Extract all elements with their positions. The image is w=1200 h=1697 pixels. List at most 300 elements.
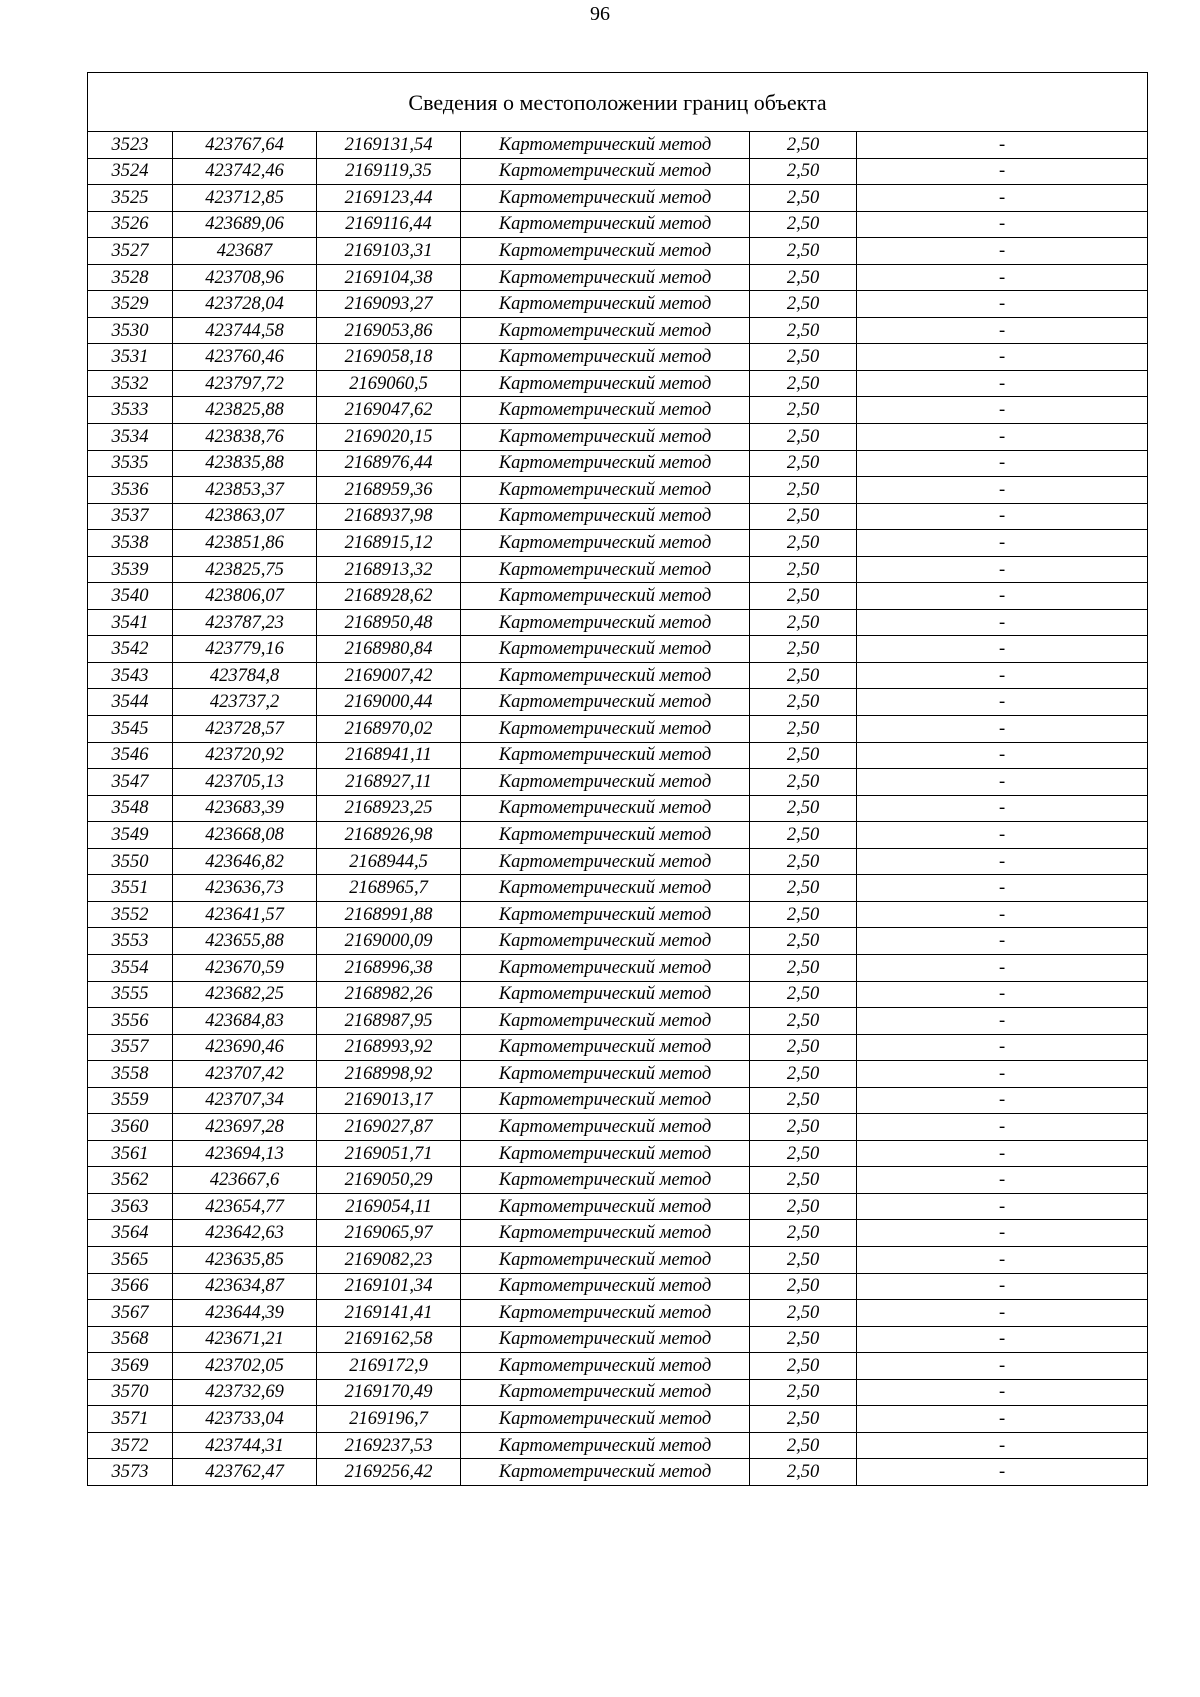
method-cell: Картометрический метод xyxy=(461,609,750,636)
method-cell: Картометрический метод xyxy=(461,636,750,663)
method-cell: Картометрический метод xyxy=(461,1406,750,1433)
table-row xyxy=(88,291,1148,318)
method-cell: Картометрический метод xyxy=(461,530,750,557)
table-row xyxy=(88,317,1148,344)
method-cell: Картометрический метод xyxy=(461,158,750,185)
method-cell: Картометрический метод xyxy=(461,1273,750,1300)
accuracy-cell: 2,50 xyxy=(750,185,857,212)
description-cell: - xyxy=(857,1034,1148,1061)
x-coordinate-cell: 423797,72 xyxy=(173,370,317,397)
accuracy-cell: 2,50 xyxy=(750,1246,857,1273)
y-coordinate-cell: 2168965,7 xyxy=(317,875,461,902)
description-cell: - xyxy=(857,158,1148,185)
description-cell: - xyxy=(857,1459,1148,1486)
table-row xyxy=(88,344,1148,371)
table-row xyxy=(88,132,1148,159)
method-cell: Картометрический метод xyxy=(461,583,750,610)
y-coordinate-cell: 2168996,38 xyxy=(317,954,461,981)
x-coordinate-cell: 423707,34 xyxy=(173,1087,317,1114)
table-row xyxy=(88,1406,1148,1433)
method-cell: Картометрический метод xyxy=(461,264,750,291)
table-row xyxy=(88,1140,1148,1167)
point-number-cell: 3554 xyxy=(88,954,173,981)
description-cell: - xyxy=(857,716,1148,743)
x-coordinate-cell: 423737,2 xyxy=(173,689,317,716)
table-row xyxy=(88,158,1148,185)
method-cell: Картометрический метод xyxy=(461,875,750,902)
accuracy-cell: 2,50 xyxy=(750,317,857,344)
description-cell: - xyxy=(857,742,1148,769)
accuracy-cell: 2,50 xyxy=(750,1220,857,1247)
description-cell: - xyxy=(857,397,1148,424)
x-coordinate-cell: 423732,69 xyxy=(173,1379,317,1406)
method-cell: Картометрический метод xyxy=(461,1246,750,1273)
x-coordinate-cell: 423712,85 xyxy=(173,185,317,212)
x-coordinate-cell: 423687 xyxy=(173,238,317,265)
x-coordinate-cell: 423655,88 xyxy=(173,928,317,955)
description-cell: - xyxy=(857,132,1148,159)
accuracy-cell: 2,50 xyxy=(750,1273,857,1300)
description-cell: - xyxy=(857,424,1148,451)
y-coordinate-cell: 2169060,5 xyxy=(317,370,461,397)
table-row xyxy=(88,795,1148,822)
table-row xyxy=(88,1087,1148,1114)
method-cell: Картометрический метод xyxy=(461,1432,750,1459)
x-coordinate-cell: 423708,96 xyxy=(173,264,317,291)
x-coordinate-cell: 423835,88 xyxy=(173,450,317,477)
x-coordinate-cell: 423720,92 xyxy=(173,742,317,769)
description-cell: - xyxy=(857,211,1148,238)
point-number-cell: 3523 xyxy=(88,132,173,159)
x-coordinate-cell: 423684,83 xyxy=(173,1008,317,1035)
y-coordinate-cell: 2169131,54 xyxy=(317,132,461,159)
accuracy-cell: 2,50 xyxy=(750,424,857,451)
description-cell: - xyxy=(857,1379,1148,1406)
x-coordinate-cell: 423644,39 xyxy=(173,1300,317,1327)
accuracy-cell: 2,50 xyxy=(750,981,857,1008)
accuracy-cell: 2,50 xyxy=(750,689,857,716)
accuracy-cell: 2,50 xyxy=(750,928,857,955)
accuracy-cell: 2,50 xyxy=(750,954,857,981)
y-coordinate-cell: 2169170,49 xyxy=(317,1379,461,1406)
accuracy-cell: 2,50 xyxy=(750,1406,857,1433)
y-coordinate-cell: 2168993,92 xyxy=(317,1034,461,1061)
point-number-cell: 3546 xyxy=(88,742,173,769)
accuracy-cell: 2,50 xyxy=(750,742,857,769)
x-coordinate-cell: 423670,59 xyxy=(173,954,317,981)
table-row xyxy=(88,901,1148,928)
point-number-cell: 3569 xyxy=(88,1353,173,1380)
method-cell: Картометрический метод xyxy=(461,185,750,212)
accuracy-cell: 2,50 xyxy=(750,370,857,397)
y-coordinate-cell: 2169058,18 xyxy=(317,344,461,371)
description-cell: - xyxy=(857,689,1148,716)
method-cell: Картометрический метод xyxy=(461,1034,750,1061)
method-cell: Картометрический метод xyxy=(461,1193,750,1220)
accuracy-cell: 2,50 xyxy=(750,344,857,371)
accuracy-cell: 2,50 xyxy=(750,795,857,822)
accuracy-cell: 2,50 xyxy=(750,1061,857,1088)
method-cell: Картометрический метод xyxy=(461,503,750,530)
method-cell: Картометрический метод xyxy=(461,291,750,318)
point-number-cell: 3527 xyxy=(88,238,173,265)
point-number-cell: 3564 xyxy=(88,1220,173,1247)
table-row xyxy=(88,1220,1148,1247)
table-row xyxy=(88,424,1148,451)
x-coordinate-cell: 423642,63 xyxy=(173,1220,317,1247)
point-number-cell: 3530 xyxy=(88,317,173,344)
y-coordinate-cell: 2169007,42 xyxy=(317,662,461,689)
x-coordinate-cell: 423654,77 xyxy=(173,1193,317,1220)
description-cell: - xyxy=(857,769,1148,796)
method-cell: Картометрический метод xyxy=(461,928,750,955)
x-coordinate-cell: 423646,82 xyxy=(173,848,317,875)
x-coordinate-cell: 423762,47 xyxy=(173,1459,317,1486)
description-cell: - xyxy=(857,1353,1148,1380)
accuracy-cell: 2,50 xyxy=(750,1432,857,1459)
table-row xyxy=(88,264,1148,291)
method-cell: Картометрический метод xyxy=(461,1114,750,1141)
accuracy-cell: 2,50 xyxy=(750,848,857,875)
table-row xyxy=(88,397,1148,424)
point-number-cell: 3537 xyxy=(88,503,173,530)
y-coordinate-cell: 2169082,23 xyxy=(317,1246,461,1273)
x-coordinate-cell: 423728,04 xyxy=(173,291,317,318)
point-number-cell: 3556 xyxy=(88,1008,173,1035)
description-cell: - xyxy=(857,848,1148,875)
y-coordinate-cell: 2169053,86 xyxy=(317,317,461,344)
x-coordinate-cell: 423690,46 xyxy=(173,1034,317,1061)
table-row xyxy=(88,1432,1148,1459)
table-row xyxy=(88,185,1148,212)
method-cell: Картометрический метод xyxy=(461,1008,750,1035)
y-coordinate-cell: 2169141,41 xyxy=(317,1300,461,1327)
description-cell: - xyxy=(857,1273,1148,1300)
method-cell: Картометрический метод xyxy=(461,238,750,265)
description-cell: - xyxy=(857,344,1148,371)
description-cell: - xyxy=(857,477,1148,504)
y-coordinate-cell: 2169119,35 xyxy=(317,158,461,185)
y-coordinate-cell: 2168998,92 xyxy=(317,1061,461,1088)
x-coordinate-cell: 423728,57 xyxy=(173,716,317,743)
y-coordinate-cell: 2169104,38 xyxy=(317,264,461,291)
x-coordinate-cell: 423825,88 xyxy=(173,397,317,424)
method-cell: Картометрический метод xyxy=(461,901,750,928)
point-number-cell: 3565 xyxy=(88,1246,173,1273)
description-cell: - xyxy=(857,370,1148,397)
table-row xyxy=(88,689,1148,716)
y-coordinate-cell: 2169051,71 xyxy=(317,1140,461,1167)
y-coordinate-cell: 2168927,11 xyxy=(317,769,461,796)
accuracy-cell: 2,50 xyxy=(750,477,857,504)
y-coordinate-cell: 2169065,97 xyxy=(317,1220,461,1247)
x-coordinate-cell: 423806,07 xyxy=(173,583,317,610)
method-cell: Картометрический метод xyxy=(461,1087,750,1114)
table-row xyxy=(88,1061,1148,1088)
method-cell: Картометрический метод xyxy=(461,848,750,875)
description-cell: - xyxy=(857,609,1148,636)
method-cell: Картометрический метод xyxy=(461,477,750,504)
y-coordinate-cell: 2168950,48 xyxy=(317,609,461,636)
description-cell: - xyxy=(857,1432,1148,1459)
description-cell: - xyxy=(857,1087,1148,1114)
accuracy-cell: 2,50 xyxy=(750,875,857,902)
method-cell: Картометрический метод xyxy=(461,556,750,583)
table-row xyxy=(88,556,1148,583)
accuracy-cell: 2,50 xyxy=(750,450,857,477)
point-number-cell: 3552 xyxy=(88,901,173,928)
point-number-cell: 3559 xyxy=(88,1087,173,1114)
accuracy-cell: 2,50 xyxy=(750,530,857,557)
x-coordinate-cell: 423733,04 xyxy=(173,1406,317,1433)
description-cell: - xyxy=(857,662,1148,689)
point-number-cell: 3528 xyxy=(88,264,173,291)
y-coordinate-cell: 2168937,98 xyxy=(317,503,461,530)
table-row xyxy=(88,211,1148,238)
description-cell: - xyxy=(857,928,1148,955)
table-row xyxy=(88,1008,1148,1035)
table-row xyxy=(88,1246,1148,1273)
y-coordinate-cell: 2169020,15 xyxy=(317,424,461,451)
page-number: 96 xyxy=(590,3,610,25)
description-cell: - xyxy=(857,1114,1148,1141)
y-coordinate-cell: 2168923,25 xyxy=(317,795,461,822)
x-coordinate-cell: 423779,16 xyxy=(173,636,317,663)
table-row xyxy=(88,583,1148,610)
description-cell: - xyxy=(857,185,1148,212)
table-row xyxy=(88,238,1148,265)
table-row xyxy=(88,1167,1148,1194)
method-cell: Картометрический метод xyxy=(461,1061,750,1088)
y-coordinate-cell: 2168991,88 xyxy=(317,901,461,928)
table-row xyxy=(88,1353,1148,1380)
table-row xyxy=(88,716,1148,743)
table-title: Сведения о местоположении границ объекта xyxy=(88,73,1148,132)
accuracy-cell: 2,50 xyxy=(750,556,857,583)
point-number-cell: 3540 xyxy=(88,583,173,610)
description-cell: - xyxy=(857,1326,1148,1353)
accuracy-cell: 2,50 xyxy=(750,769,857,796)
description-cell: - xyxy=(857,636,1148,663)
method-cell: Картометрический метод xyxy=(461,211,750,238)
point-number-cell: 3533 xyxy=(88,397,173,424)
y-coordinate-cell: 2168970,02 xyxy=(317,716,461,743)
point-number-cell: 3538 xyxy=(88,530,173,557)
method-cell: Картометрический метод xyxy=(461,1140,750,1167)
method-cell: Картометрический метод xyxy=(461,1353,750,1380)
x-coordinate-cell: 423702,05 xyxy=(173,1353,317,1380)
y-coordinate-cell: 2169256,42 xyxy=(317,1459,461,1486)
y-coordinate-cell: 2169196,7 xyxy=(317,1406,461,1433)
table-row xyxy=(88,1273,1148,1300)
point-number-cell: 3550 xyxy=(88,848,173,875)
accuracy-cell: 2,50 xyxy=(750,238,857,265)
description-cell: - xyxy=(857,1167,1148,1194)
x-coordinate-cell: 423635,85 xyxy=(173,1246,317,1273)
x-coordinate-cell: 423689,06 xyxy=(173,211,317,238)
point-number-cell: 3534 xyxy=(88,424,173,451)
x-coordinate-cell: 423668,08 xyxy=(173,822,317,849)
point-number-cell: 3529 xyxy=(88,291,173,318)
y-coordinate-cell: 2169101,34 xyxy=(317,1273,461,1300)
accuracy-cell: 2,50 xyxy=(750,1140,857,1167)
point-number-cell: 3543 xyxy=(88,662,173,689)
description-cell: - xyxy=(857,1008,1148,1035)
point-number-cell: 3573 xyxy=(88,1459,173,1486)
accuracy-cell: 2,50 xyxy=(750,503,857,530)
point-number-cell: 3524 xyxy=(88,158,173,185)
x-coordinate-cell: 423682,25 xyxy=(173,981,317,1008)
method-cell: Картометрический метод xyxy=(461,769,750,796)
point-number-cell: 3557 xyxy=(88,1034,173,1061)
method-cell: Картометрический метод xyxy=(461,344,750,371)
method-cell: Картометрический метод xyxy=(461,132,750,159)
y-coordinate-cell: 2168941,11 xyxy=(317,742,461,769)
method-cell: Картометрический метод xyxy=(461,795,750,822)
accuracy-cell: 2,50 xyxy=(750,1114,857,1141)
description-cell: - xyxy=(857,291,1148,318)
x-coordinate-cell: 423694,13 xyxy=(173,1140,317,1167)
point-number-cell: 3539 xyxy=(88,556,173,583)
table-row xyxy=(88,1034,1148,1061)
point-number-cell: 3545 xyxy=(88,716,173,743)
description-cell: - xyxy=(857,530,1148,557)
point-number-cell: 3531 xyxy=(88,344,173,371)
y-coordinate-cell: 2169027,87 xyxy=(317,1114,461,1141)
point-number-cell: 3563 xyxy=(88,1193,173,1220)
accuracy-cell: 2,50 xyxy=(750,716,857,743)
accuracy-cell: 2,50 xyxy=(750,1193,857,1220)
point-number-cell: 3525 xyxy=(88,185,173,212)
description-cell: - xyxy=(857,450,1148,477)
accuracy-cell: 2,50 xyxy=(750,636,857,663)
description-cell: - xyxy=(857,1220,1148,1247)
y-coordinate-cell: 2168987,95 xyxy=(317,1008,461,1035)
table-row xyxy=(88,1379,1148,1406)
accuracy-cell: 2,50 xyxy=(750,583,857,610)
table-row xyxy=(88,1326,1148,1353)
table-row xyxy=(88,742,1148,769)
y-coordinate-cell: 2168915,12 xyxy=(317,530,461,557)
y-coordinate-cell: 2168926,98 xyxy=(317,822,461,849)
method-cell: Картометрический метод xyxy=(461,1300,750,1327)
y-coordinate-cell: 2169054,11 xyxy=(317,1193,461,1220)
x-coordinate-cell: 423838,76 xyxy=(173,424,317,451)
point-number-cell: 3541 xyxy=(88,609,173,636)
point-number-cell: 3535 xyxy=(88,450,173,477)
point-number-cell: 3561 xyxy=(88,1140,173,1167)
y-coordinate-cell: 2168913,32 xyxy=(317,556,461,583)
y-coordinate-cell: 2168959,36 xyxy=(317,477,461,504)
method-cell: Картометрический метод xyxy=(461,1379,750,1406)
table-row xyxy=(88,848,1148,875)
x-coordinate-cell: 423705,13 xyxy=(173,769,317,796)
description-cell: - xyxy=(857,795,1148,822)
description-cell: - xyxy=(857,1061,1148,1088)
description-cell: - xyxy=(857,1300,1148,1327)
point-number-cell: 3555 xyxy=(88,981,173,1008)
point-number-cell: 3566 xyxy=(88,1273,173,1300)
x-coordinate-cell: 423671,21 xyxy=(173,1326,317,1353)
table-row xyxy=(88,503,1148,530)
point-number-cell: 3526 xyxy=(88,211,173,238)
accuracy-cell: 2,50 xyxy=(750,264,857,291)
x-coordinate-cell: 423636,73 xyxy=(173,875,317,902)
x-coordinate-cell: 423707,42 xyxy=(173,1061,317,1088)
accuracy-cell: 2,50 xyxy=(750,1459,857,1486)
table-row xyxy=(88,822,1148,849)
table-row xyxy=(88,450,1148,477)
table-row xyxy=(88,1459,1148,1486)
y-coordinate-cell: 2169172,9 xyxy=(317,1353,461,1380)
method-cell: Картометрический метод xyxy=(461,716,750,743)
x-coordinate-cell: 423853,37 xyxy=(173,477,317,504)
table-row xyxy=(88,1114,1148,1141)
table-row xyxy=(88,1300,1148,1327)
table-row xyxy=(88,662,1148,689)
x-coordinate-cell: 423744,58 xyxy=(173,317,317,344)
method-cell: Картометрический метод xyxy=(461,822,750,849)
description-cell: - xyxy=(857,1140,1148,1167)
y-coordinate-cell: 2168944,5 xyxy=(317,848,461,875)
description-cell: - xyxy=(857,822,1148,849)
description-cell: - xyxy=(857,317,1148,344)
y-coordinate-cell: 2168928,62 xyxy=(317,583,461,610)
method-cell: Картометрический метод xyxy=(461,1326,750,1353)
point-number-cell: 3536 xyxy=(88,477,173,504)
point-number-cell: 3560 xyxy=(88,1114,173,1141)
accuracy-cell: 2,50 xyxy=(750,1034,857,1061)
table-row xyxy=(88,954,1148,981)
description-cell: - xyxy=(857,556,1148,583)
description-cell: - xyxy=(857,954,1148,981)
description-cell: - xyxy=(857,1406,1148,1433)
table-row xyxy=(88,1193,1148,1220)
accuracy-cell: 2,50 xyxy=(750,822,857,849)
point-number-cell: 3572 xyxy=(88,1432,173,1459)
table-row xyxy=(88,636,1148,663)
y-coordinate-cell: 2169093,27 xyxy=(317,291,461,318)
y-coordinate-cell: 2169103,31 xyxy=(317,238,461,265)
point-number-cell: 3547 xyxy=(88,769,173,796)
x-coordinate-cell: 423667,6 xyxy=(173,1167,317,1194)
table-row xyxy=(88,609,1148,636)
method-cell: Картометрический метод xyxy=(461,662,750,689)
accuracy-cell: 2,50 xyxy=(750,1087,857,1114)
accuracy-cell: 2,50 xyxy=(750,1300,857,1327)
y-coordinate-cell: 2169237,53 xyxy=(317,1432,461,1459)
y-coordinate-cell: 2169000,09 xyxy=(317,928,461,955)
method-cell: Картометрический метод xyxy=(461,742,750,769)
method-cell: Картометрический метод xyxy=(461,424,750,451)
description-cell: - xyxy=(857,238,1148,265)
x-coordinate-cell: 423825,75 xyxy=(173,556,317,583)
accuracy-cell: 2,50 xyxy=(750,1353,857,1380)
y-coordinate-cell: 2169116,44 xyxy=(317,211,461,238)
document-sheet xyxy=(87,72,1147,1486)
x-coordinate-cell: 423784,8 xyxy=(173,662,317,689)
accuracy-cell: 2,50 xyxy=(750,1008,857,1035)
description-cell: - xyxy=(857,583,1148,610)
method-cell: Картометрический метод xyxy=(461,1459,750,1486)
point-number-cell: 3551 xyxy=(88,875,173,902)
table-row xyxy=(88,928,1148,955)
description-cell: - xyxy=(857,875,1148,902)
table-row xyxy=(88,530,1148,557)
description-cell: - xyxy=(857,901,1148,928)
x-coordinate-cell: 423742,46 xyxy=(173,158,317,185)
y-coordinate-cell: 2168982,26 xyxy=(317,981,461,1008)
